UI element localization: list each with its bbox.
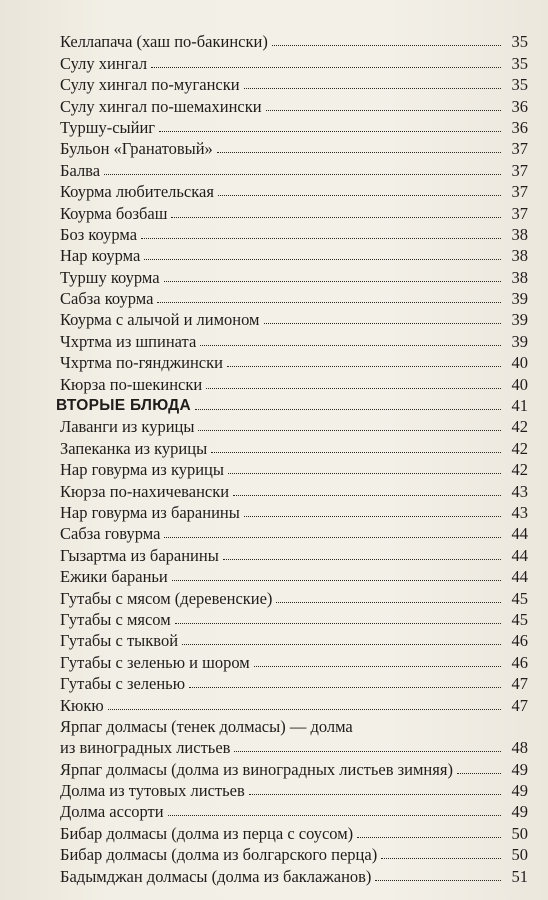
- toc-entry-title: Лаванги из курицы: [60, 417, 195, 437]
- toc-entry-title: Кюрза по-нахичевански: [60, 481, 230, 501]
- toc-page-number: 39: [511, 310, 528, 330]
- toc-entry: [60, 436, 528, 457]
- toc-entry: [60, 415, 528, 436]
- toc-entry-title: Бульон «Гранатовый»: [60, 139, 213, 159]
- dot-leader: [141, 238, 501, 239]
- dot-leader: [266, 110, 501, 111]
- toc-page-number: 41: [511, 396, 528, 416]
- dot-leader: [200, 345, 501, 346]
- toc-entry-title: Гутабы с мясом: [60, 609, 171, 629]
- dot-leader: [206, 388, 501, 389]
- toc-entry: [60, 244, 528, 265]
- toc-entry: [60, 372, 528, 393]
- dot-leader: [195, 409, 501, 410]
- toc-entry-title: Боз коурма: [60, 224, 138, 244]
- toc-page-number: 38: [511, 267, 528, 287]
- toc-page-number: 42: [511, 417, 528, 437]
- dot-leader: [357, 837, 501, 838]
- toc-entry: [60, 757, 528, 778]
- dot-leader: [175, 623, 501, 624]
- toc-entry-title: Гутабы с зеленью: [60, 674, 186, 694]
- toc-entry: [60, 73, 528, 94]
- toc-entry: [60, 629, 528, 650]
- dot-leader: [164, 281, 501, 282]
- toc-page-number: 36: [511, 96, 528, 116]
- toc-entry: [60, 51, 528, 72]
- dot-leader: [168, 815, 501, 816]
- toc-entry-title: Запеканка из курицы: [60, 438, 208, 458]
- dot-leader: [151, 67, 501, 68]
- toc-page-number: 37: [511, 160, 528, 180]
- toc-entry-title: Нар говурма из курицы: [60, 460, 224, 480]
- toc-page-number: 35: [511, 32, 528, 52]
- toc-entry-title: Бибар долмасы (долма из болгарского перца): [60, 845, 378, 865]
- toc-entry-title: Чхртма из шпината: [60, 331, 197, 351]
- dot-leader: [182, 644, 501, 645]
- dot-leader: [228, 473, 501, 474]
- toc-page-number: 36: [511, 117, 528, 137]
- toc-entry-title: Нар коурма: [60, 246, 141, 266]
- dot-leader: [157, 302, 501, 303]
- toc-page-number: 51: [511, 866, 528, 886]
- toc-page-number: 43: [511, 481, 528, 501]
- toc-entry: [60, 116, 528, 137]
- toc-page-number: 48: [511, 738, 528, 758]
- toc-entry: [60, 821, 528, 842]
- toc-entry: [60, 693, 528, 714]
- dot-leader: [159, 131, 501, 132]
- toc-entry-title: Сулу хингал по-мугански: [60, 75, 240, 95]
- toc-entry-title: Ежики бараньи: [60, 567, 168, 587]
- toc-section-heading: [56, 394, 528, 416]
- dot-leader: [218, 195, 501, 196]
- dot-leader: [223, 559, 501, 560]
- dot-leader: [254, 666, 501, 667]
- toc-page-number: 44: [511, 545, 528, 565]
- toc-page-number: 38: [511, 224, 528, 244]
- toc-entry-title: Долма ассорти: [60, 802, 164, 822]
- toc-page-number: 39: [511, 289, 528, 309]
- dot-leader: [189, 687, 501, 688]
- toc-entry-title: Гызартма из баранины: [60, 545, 219, 565]
- toc-entry-title: Коурма с алычой и лимоном: [60, 310, 260, 330]
- toc-entry-title: Сабза говурма: [60, 524, 161, 544]
- toc-entry-title: Келлапача (хаш по-бакински): [60, 32, 268, 52]
- toc-page-number: 40: [511, 353, 528, 373]
- toc-entry: [60, 608, 528, 629]
- dot-leader: [457, 773, 501, 774]
- toc-entry: [60, 650, 528, 671]
- table-of-contents: [56, 30, 528, 886]
- toc-entry-title: Кюрза по-шекински: [60, 374, 203, 394]
- toc-page-number: 49: [511, 781, 528, 801]
- dot-leader: [198, 430, 501, 431]
- toc-entry-title: Сабза коурма: [60, 289, 154, 309]
- dot-leader: [375, 880, 501, 881]
- toc-page-number: 49: [511, 802, 528, 822]
- toc-page-number: 45: [511, 609, 528, 629]
- toc-page-number: 45: [511, 588, 528, 608]
- toc-entry: [60, 137, 528, 158]
- toc-entry: [60, 30, 528, 51]
- dot-leader: [264, 323, 502, 324]
- toc-entry: [60, 94, 528, 115]
- toc-entry-title: Балва: [60, 160, 101, 180]
- toc-entry: [60, 843, 528, 864]
- toc-entry: [60, 287, 528, 308]
- toc-entry: [60, 715, 528, 758]
- toc-entry-title: Коурма бозбаш: [60, 203, 168, 223]
- toc-entry: [60, 543, 528, 564]
- dot-leader: [108, 709, 501, 710]
- toc-entry-title: Коурма любительская: [60, 182, 214, 202]
- toc-entry: [60, 308, 528, 329]
- toc-entry-title: Нар говурма из баранины: [60, 502, 240, 522]
- toc-entry-title: Чхртма по-гянджински: [60, 353, 223, 373]
- toc-entry: [60, 329, 528, 350]
- toc-entry: [60, 201, 528, 222]
- dot-leader: [244, 516, 501, 517]
- dot-leader: [233, 495, 501, 496]
- toc-entry-title: Гутабы с мясом (деревенские): [60, 588, 273, 608]
- toc-entry-title: Бибар долмасы (долма из перца с соусом): [60, 823, 354, 843]
- dot-leader: [234, 751, 501, 752]
- toc-page-number: 37: [511, 182, 528, 202]
- toc-entry: [60, 180, 528, 201]
- toc-entry: [60, 351, 528, 372]
- toc-entry: [60, 800, 528, 821]
- dot-leader: [171, 217, 501, 218]
- toc-page-number: 35: [511, 75, 528, 95]
- toc-page-number: 37: [511, 203, 528, 223]
- toc-entry-title: Кюкю: [60, 695, 104, 715]
- dot-leader: [244, 88, 501, 89]
- toc-entry: [60, 158, 528, 179]
- toc-page-number: 44: [511, 567, 528, 587]
- toc-entry: [60, 522, 528, 543]
- dot-leader: [172, 580, 501, 581]
- toc-page-number: 46: [511, 652, 528, 672]
- toc-entry-title: Гутабы с тыквой: [60, 631, 179, 651]
- toc-page-number: 40: [511, 374, 528, 394]
- toc-page-number: 47: [511, 695, 528, 715]
- toc-page-number: 35: [511, 53, 528, 73]
- toc-page-number: 43: [511, 502, 528, 522]
- toc-entry: [60, 458, 528, 479]
- toc-page-number: 38: [511, 246, 528, 266]
- toc-page-number: 50: [511, 845, 528, 865]
- toc-page-number: 46: [511, 631, 528, 651]
- toc-entry: [60, 586, 528, 607]
- toc-entry-title: Туршу-сыйиг: [60, 117, 156, 137]
- toc-entry-title: Долма из тутовых листьев: [60, 781, 245, 801]
- toc-page-number: 44: [511, 524, 528, 544]
- dot-leader: [211, 452, 501, 453]
- toc-entry: [60, 779, 528, 800]
- toc-entry: [60, 864, 528, 885]
- toc-page-number: 47: [511, 674, 528, 694]
- toc-entry-title: Сулу хингал по-шемахински: [60, 96, 262, 116]
- toc-entry-title: Бадымджан долмасы (долма из баклажанов): [60, 866, 372, 886]
- toc-entry-title: Гутабы с зеленью и шором: [60, 652, 250, 672]
- toc-entry-title: Ярпаг долмасы (тенек долмасы) — долма: [60, 716, 353, 736]
- dot-leader: [227, 366, 501, 367]
- dot-leader: [381, 858, 501, 859]
- dot-leader: [164, 537, 501, 538]
- dot-leader: [249, 794, 501, 795]
- toc-entry-title: из виноградных листьев: [60, 738, 231, 758]
- toc-page-number: 49: [511, 759, 528, 779]
- toc-entry: [60, 501, 528, 522]
- toc-page-number: 50: [511, 823, 528, 843]
- toc-entry-title: Сулу хингал: [60, 53, 148, 73]
- toc-page-number: 39: [511, 331, 528, 351]
- toc-entry: [60, 672, 528, 693]
- toc-entry-title: ВТОРЫЕ БЛЮДА: [56, 397, 191, 415]
- dot-leader: [272, 45, 501, 46]
- toc-entry: [60, 565, 528, 586]
- toc-page-number: 42: [511, 460, 528, 480]
- dot-leader: [104, 174, 501, 175]
- toc-page-number: 42: [511, 438, 528, 458]
- toc-entry: [60, 479, 528, 500]
- dot-leader: [144, 259, 501, 260]
- toc-entry: [60, 265, 528, 286]
- toc-entry-title: Ярпаг долмасы (долма из виноградных листьев зимняя): [60, 759, 453, 779]
- dot-leader: [276, 602, 501, 603]
- toc-page-number: 37: [511, 139, 528, 159]
- dot-leader: [217, 152, 501, 153]
- toc-entry: [60, 223, 528, 244]
- toc-entry-title: Туршу коурма: [60, 267, 160, 287]
